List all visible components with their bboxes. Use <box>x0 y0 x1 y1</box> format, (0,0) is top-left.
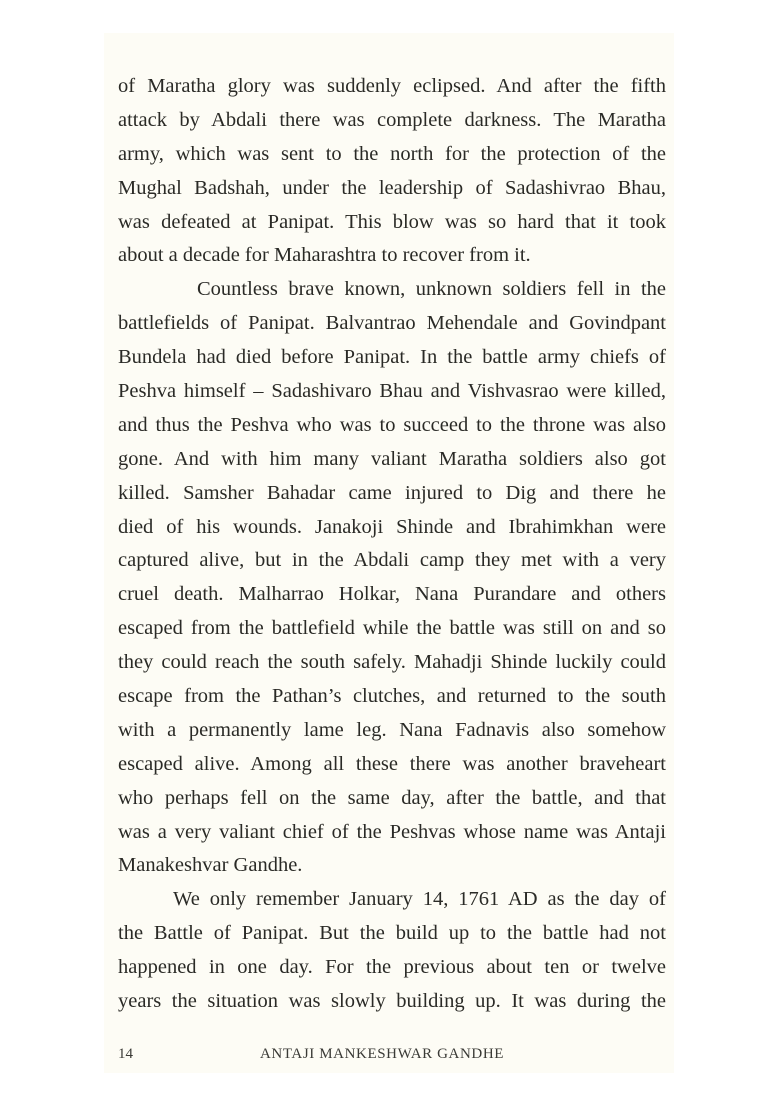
text-line: Manakeshvar Gandhe. <box>118 854 303 877</box>
text-line: Peshva himself – Sadashivaro Bhau and Vishvasrao were killed, <box>118 380 666 403</box>
text-line: they could reach the south safely. Mahadji Shinde luckily could <box>118 651 666 674</box>
text-line: attack by Abdali there was complete darkness. The Maratha <box>118 108 666 131</box>
text-line: was defeated at Panipat. This blow was so hard that it took <box>118 210 666 233</box>
text-line: died of his wounds. Janakoji Shinde and Ibrahimkhan were <box>118 515 666 538</box>
text-line: of Maratha glory was suddenly eclipsed. And after the fifth <box>118 75 666 97</box>
text-line: killed. Samsher Bahadar came injured to Dig and there he <box>118 481 666 504</box>
text-line: Mughal Badshah, under the leadership of Sadashivrao Bhau, <box>118 176 666 199</box>
text-line: and thus the Peshva who was to succeed to the throne was also <box>118 413 666 436</box>
paragraph-3 <box>118 883 666 1019</box>
paragraph-1 <box>118 70 666 273</box>
text-line: Bundela had died before Panipat. In the battle army chiefs of <box>118 346 666 369</box>
text-line: battlefields of Panipat. Balvantrao Mehendale and Govindpant <box>118 312 666 335</box>
text-line: about a decade for Maharashtra to recover from it. <box>118 244 531 267</box>
text-line: with a permanently lame leg. Nana Fadnavis also somehow <box>118 718 666 741</box>
text-line: gone. And with him many valiant Maratha soldiers also got <box>118 447 666 470</box>
text-line: cruel death. Malharrao Holkar, Nana Purandare and others <box>118 583 666 606</box>
text-line: the Battle of Panipat. But the build up to the battle had not <box>118 922 666 945</box>
page-number: 14 <box>118 1046 133 1062</box>
text-line: Countless brave known, unknown soldiers fell in the <box>197 278 666 301</box>
running-title: ANTAJI MANKESHWAR GANDHE <box>260 1046 505 1062</box>
text-line: We only remember January 14, 1761 AD as the day of <box>173 888 666 911</box>
text-line: escaped alive. Among all these there was another braveheart <box>118 752 666 775</box>
text-line: escape from the Pathan’s clutches, and returned to the south <box>118 685 666 708</box>
text-line: captured alive, but in the Abdali camp they met with a very <box>118 549 666 572</box>
text-line: happened in one day. For the previous about ten or twelve <box>118 956 666 979</box>
body-text <box>118 70 666 1019</box>
text-line: escaped from the battlefield while the battle was still on and so <box>118 617 666 640</box>
text-line: was a very valiant chief of the Peshvas whose name was Antaji <box>118 820 666 843</box>
text-line: who perhaps fell on the same day, after the battle, and that <box>118 786 666 809</box>
text-line: army, which was sent to the north for the protection of the <box>118 142 666 165</box>
paragraph-2 <box>118 273 666 883</box>
text-line: years the situation was slowly building up. It was during the <box>118 990 666 1013</box>
